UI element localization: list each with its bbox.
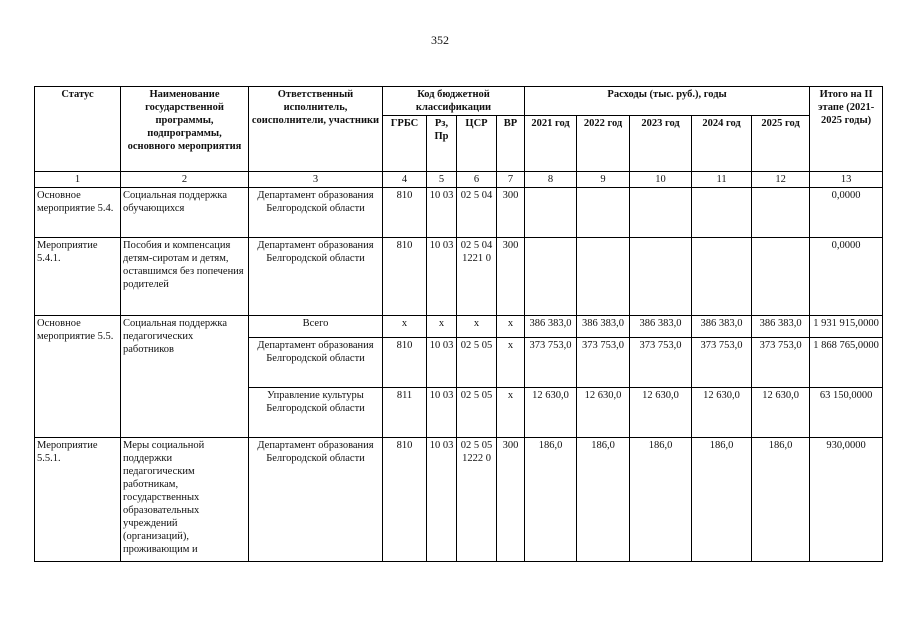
row-grbs: 810 <box>383 338 427 388</box>
header-2022: 2022 год <box>577 116 630 172</box>
table-header-row <box>35 87 883 116</box>
column-number: 5 <box>427 172 457 188</box>
row-vr: 300 <box>497 438 525 562</box>
row-rzpr: 10 03 <box>427 338 457 388</box>
column-number: 12 <box>752 172 810 188</box>
row-2022 <box>577 238 630 316</box>
column-number: 11 <box>692 172 752 188</box>
row-2021: 373 753,0 <box>525 338 577 388</box>
row-total: 0,0000 <box>810 238 883 316</box>
column-number: 7 <box>497 172 525 188</box>
column-number: 9 <box>577 172 630 188</box>
row-total: 63 150,0000 <box>810 388 883 438</box>
row-csr: 02 5 05 <box>457 338 497 388</box>
row-2025: 373 753,0 <box>752 338 810 388</box>
header-status: Статус <box>35 87 121 172</box>
row-2024: 12 630,0 <box>692 388 752 438</box>
header-2025: 2025 год <box>752 116 810 172</box>
header-rzpr: Рз, Пр <box>427 116 457 172</box>
row-name: Социальная поддержка обучающихся <box>121 188 249 238</box>
row-2022: 186,0 <box>577 438 630 562</box>
row-total: 0,0000 <box>810 188 883 238</box>
row-rzpr: 10 03 <box>427 188 457 238</box>
row-csr: 02 5 04 <box>457 188 497 238</box>
row-rzpr: 10 03 <box>427 238 457 316</box>
row-2025: 186,0 <box>752 438 810 562</box>
row-status: Мероприятие 5.4.1. <box>35 238 121 316</box>
row-2025: 386 383,0 <box>752 316 810 338</box>
column-number: 13 <box>810 172 883 188</box>
row-rzpr: 10 03 <box>427 438 457 562</box>
budget-table <box>34 86 883 562</box>
row-2021: 186,0 <box>525 438 577 562</box>
row-name: Пособия и компенсация детям-сиротам и детям, оставшимся без попечения родителей <box>121 238 249 316</box>
page-number: 352 <box>431 33 449 47</box>
row-2023: 12 630,0 <box>630 388 692 438</box>
row-csr: х <box>457 316 497 338</box>
row-vr: 300 <box>497 238 525 316</box>
row-csr: 02 5 04 1221 0 <box>457 238 497 316</box>
row-2023: 186,0 <box>630 438 692 562</box>
header-vr: ВР <box>497 116 525 172</box>
row-2025: 12 630,0 <box>752 388 810 438</box>
row-grbs: 810 <box>383 188 427 238</box>
row-2023 <box>630 238 692 316</box>
row-2025 <box>752 238 810 316</box>
row-vr: 300 <box>497 188 525 238</box>
row-2021 <box>525 188 577 238</box>
row-vr: х <box>497 316 525 338</box>
row-2023: 373 753,0 <box>630 338 692 388</box>
header-budget-code: Код бюджетной классификации <box>383 87 525 116</box>
row-2021 <box>525 238 577 316</box>
row-responsible: Департамент образования Белгородской области <box>249 338 383 388</box>
row-rzpr: 10 03 <box>427 388 457 438</box>
row-responsible: Департамент образования Белгородской области <box>249 438 383 562</box>
row-status: Основное мероприятие 5.4. <box>35 188 121 238</box>
row-2021: 12 630,0 <box>525 388 577 438</box>
row-name: Меры социальной поддержки педагогическим работникам, государственных образовательных учреждений (организаций), проживающим и <box>121 438 249 562</box>
header-total: Итого на II этапе (2021-2025 годы) <box>810 87 883 172</box>
row-2024 <box>692 238 752 316</box>
row-rzpr: х <box>427 316 457 338</box>
row-2025 <box>752 188 810 238</box>
column-number: 8 <box>525 172 577 188</box>
row-2022 <box>577 188 630 238</box>
row-2024: 373 753,0 <box>692 338 752 388</box>
header-expenses: Расходы (тыс. руб.), годы <box>525 87 810 116</box>
row-total: 930,0000 <box>810 438 883 562</box>
row-2022: 386 383,0 <box>577 316 630 338</box>
header-csr: ЦСР <box>457 116 497 172</box>
row-status: Мероприятие 5.5.1. <box>35 438 121 562</box>
table-row <box>35 238 883 316</box>
row-csr: 02 5 05 <box>457 388 497 438</box>
column-number: 2 <box>121 172 249 188</box>
column-number: 1 <box>35 172 121 188</box>
table-row <box>35 316 883 338</box>
row-vr: х <box>497 338 525 388</box>
table-row <box>35 438 883 562</box>
row-total: 1 868 765,0000 <box>810 338 883 388</box>
row-responsible: Управление культуры Белгородской области <box>249 388 383 438</box>
row-grbs: х <box>383 316 427 338</box>
column-number: 10 <box>630 172 692 188</box>
header-2024: 2024 год <box>692 116 752 172</box>
row-status: Основное мероприятие 5.5. <box>35 316 121 438</box>
table-row <box>35 188 883 238</box>
row-csr: 02 5 05 1222 0 <box>457 438 497 562</box>
row-2023: 386 383,0 <box>630 316 692 338</box>
row-2024 <box>692 188 752 238</box>
row-grbs: 810 <box>383 238 427 316</box>
row-2022: 12 630,0 <box>577 388 630 438</box>
row-responsible: Департамент образования Белгородской области <box>249 238 383 316</box>
row-grbs: 811 <box>383 388 427 438</box>
header-2021: 2021 год <box>525 116 577 172</box>
header-grbs: ГРБС <box>383 116 427 172</box>
header-responsible: Ответственный исполнитель, соисполнители, участники <box>249 87 383 172</box>
row-2022: 373 753,0 <box>577 338 630 388</box>
row-2024: 186,0 <box>692 438 752 562</box>
row-responsible: Департамент образования Белгородской области <box>249 188 383 238</box>
row-2021: 386 383,0 <box>525 316 577 338</box>
header-name: Наименование государственной программы, подпрограммы, основного мероприятия <box>121 87 249 172</box>
row-responsible: Всего <box>249 316 383 338</box>
header-2023: 2023 год <box>630 116 692 172</box>
column-number: 4 <box>383 172 427 188</box>
row-vr: х <box>497 388 525 438</box>
column-number-row <box>35 172 883 188</box>
row-2023 <box>630 188 692 238</box>
row-grbs: 810 <box>383 438 427 562</box>
row-total: 1 931 915,0000 <box>810 316 883 338</box>
column-number: 6 <box>457 172 497 188</box>
row-2024: 386 383,0 <box>692 316 752 338</box>
row-name: Социальная поддержка педагогических работников <box>121 316 249 438</box>
column-number: 3 <box>249 172 383 188</box>
